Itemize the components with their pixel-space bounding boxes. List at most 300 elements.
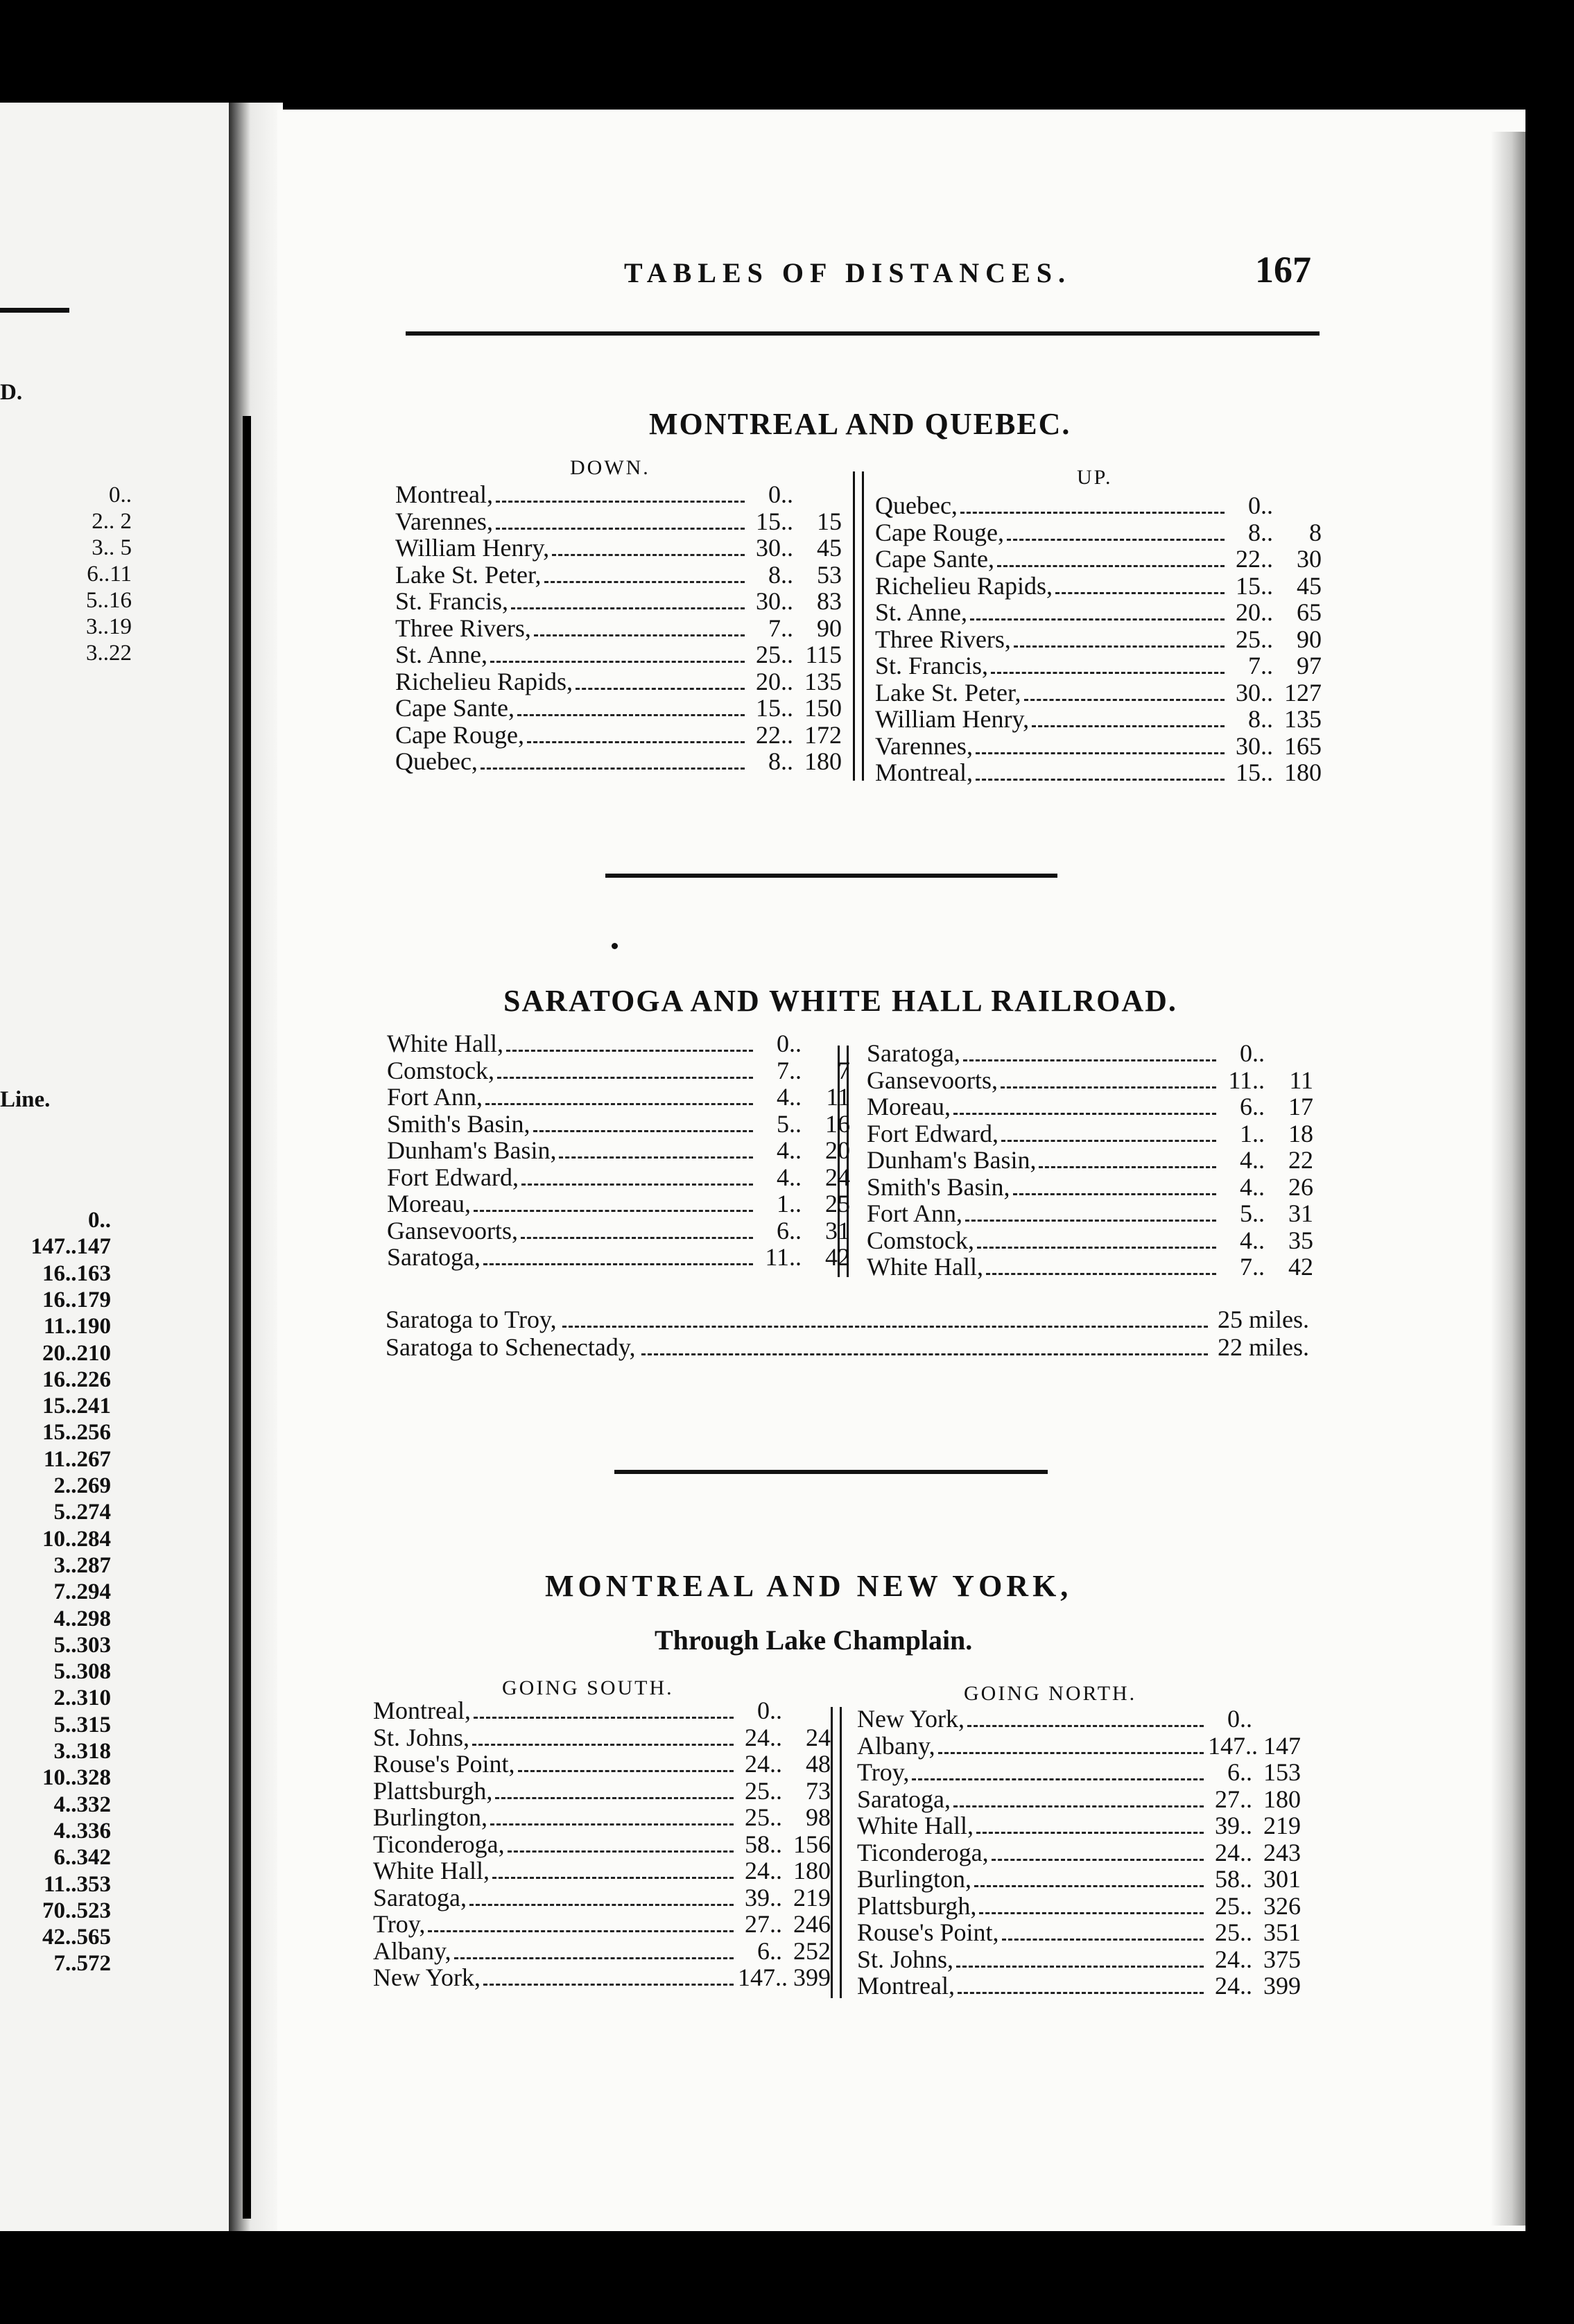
facing-page-distance: 10..284 — [42, 1526, 111, 1552]
segment-distance: 6.. — [757, 1936, 782, 1965]
distance-row — [857, 1866, 1301, 1893]
column-divider — [838, 1046, 849, 1277]
facing-page-distance: 3..318 — [53, 1739, 111, 1764]
segment-distance: 20.. — [756, 667, 793, 695]
distance-table-down — [395, 481, 842, 775]
segment-distance: 8.. — [768, 747, 793, 775]
place-name: Saratoga, — [867, 1039, 960, 1067]
facing-page-distance: 70..523 — [42, 1898, 111, 1923]
distance-row — [875, 573, 1322, 600]
distance-row — [857, 1919, 1301, 1946]
leader-dots — [497, 1077, 753, 1079]
facing-page — [0, 103, 229, 2231]
leader-dots — [496, 501, 745, 503]
segment-distance: 8.. — [1248, 518, 1273, 546]
segment-distance: 27.. — [1215, 1785, 1252, 1813]
segment-distance: 25.. — [1215, 1891, 1252, 1920]
place-name: Montreal, — [857, 1972, 955, 2000]
cumulative-distance: 48 — [806, 1750, 831, 1778]
facing-page-distance: 3.. 5 — [92, 535, 132, 560]
cumulative-distance: 35 — [1288, 1226, 1313, 1254]
cumulative-distance: 156 — [793, 1830, 831, 1858]
segment-distance: 15.. — [756, 507, 793, 535]
segment-distance: 6.. — [1240, 1093, 1265, 1120]
leader-dots — [552, 554, 745, 556]
cumulative-distance: 24 — [825, 1163, 850, 1191]
leader-dots — [518, 1770, 734, 1772]
facing-page-distance: 5..315 — [53, 1712, 111, 1737]
leader-dots — [970, 618, 1225, 621]
segment-distance: 5.. — [777, 1109, 802, 1138]
place-name: St. Johns, — [857, 1945, 954, 1973]
section-title: MONTREAL AND QUEBEC. — [649, 407, 1071, 441]
cumulative-distance: 53 — [817, 560, 842, 589]
distance-row — [867, 1040, 1313, 1067]
segment-distance: 58.. — [745, 1830, 782, 1858]
leader-dots — [521, 1237, 753, 1239]
segment-distance: 25.. — [745, 1776, 782, 1805]
distance-row — [867, 1093, 1313, 1120]
segment-distance: 24.. — [1215, 1945, 1252, 1973]
place-name: Troy, — [857, 1758, 910, 1786]
distance-table-north — [857, 1706, 1301, 2000]
facing-page-distance: 20..210 — [42, 1340, 111, 1366]
segment-distance: 30.. — [756, 534, 793, 562]
distance-row — [857, 1972, 1301, 2000]
leader-dots — [496, 528, 745, 530]
leader-dots — [976, 1832, 1204, 1834]
cumulative-distance: 135 — [1284, 705, 1322, 733]
cumulative-distance: 147 — [1263, 1731, 1301, 1760]
facing-page-distance: 2.. 2 — [92, 509, 132, 534]
distance-row — [373, 1964, 831, 1991]
place-name: Ticonderoga, — [373, 1830, 505, 1858]
leader-dots — [953, 1805, 1204, 1807]
leader-dots — [979, 1912, 1204, 1914]
leader-dots — [511, 607, 745, 609]
facing-page-distance: 6..11 — [87, 562, 132, 587]
place-name: William Henry, — [395, 534, 550, 562]
segment-distance: 4.. — [777, 1083, 802, 1111]
leader-dots — [562, 1326, 1208, 1328]
place-name: Saratoga, — [373, 1883, 467, 1911]
distance-row — [395, 641, 842, 668]
leader-dots — [953, 1113, 1216, 1115]
segment-distance: 58.. — [1215, 1865, 1252, 1893]
place-name: Montreal, — [373, 1697, 471, 1724]
cumulative-distance: 8 — [1309, 518, 1322, 546]
cumulative-distance: 399 — [1263, 1972, 1301, 2000]
segment-distance: 0.. — [768, 480, 793, 508]
segment-distance: 6.. — [777, 1216, 802, 1245]
leader-dots — [533, 1130, 753, 1132]
facing-page-distance: 2..310 — [53, 1685, 111, 1711]
cumulative-distance: 17 — [1288, 1093, 1313, 1120]
place-name: Saratoga, — [857, 1785, 951, 1813]
facing-page-distance: 147..147 — [31, 1234, 111, 1260]
leader-dots — [1001, 1086, 1216, 1089]
facing-page-distance: 11..353 — [43, 1871, 111, 1897]
cumulative-distance: 150 — [804, 694, 842, 722]
distance-table-right — [867, 1040, 1313, 1281]
section-rule — [614, 1470, 1048, 1474]
segment-distance: 24.. — [745, 1750, 782, 1778]
place-name: Richelieu Rapids, — [395, 667, 573, 695]
cumulative-distance: 24 — [806, 1723, 831, 1751]
section-title: SARATOGA AND WHITE HALL RAILROAD. — [503, 984, 1177, 1018]
segment-distance: 24.. — [745, 1857, 782, 1884]
cumulative-distance: 172 — [804, 720, 842, 749]
segment-distance: 147.. — [1208, 1731, 1258, 1760]
column-heading: GOING SOUTH. — [502, 1676, 674, 1699]
distance-row — [857, 1759, 1301, 1786]
segment-distance: 30.. — [1236, 678, 1273, 706]
segment-distance: 8.. — [768, 560, 793, 589]
place-name: Gansevoorts, — [387, 1216, 518, 1245]
leader-dots — [912, 1778, 1204, 1780]
facing-page-distance: 16..179 — [42, 1287, 111, 1312]
section-rule — [605, 874, 1057, 878]
leader-dots — [472, 1744, 734, 1746]
segment-distance: 25.. — [756, 641, 793, 668]
facing-page-heading: D. — [0, 380, 23, 405]
segment-distance: 24.. — [745, 1723, 782, 1751]
leader-dots — [958, 1992, 1204, 1994]
distance-row — [395, 668, 842, 695]
distance-row — [387, 1030, 850, 1057]
segment-distance: 0.. — [1248, 492, 1273, 519]
leader-dots — [454, 1957, 734, 1959]
place-name: Smith's Basin, — [387, 1109, 530, 1138]
segment-distance: 6.. — [1227, 1758, 1252, 1786]
distance-row — [387, 1217, 850, 1245]
place-name: Plattsburgh, — [373, 1776, 493, 1805]
place-name: Burlington, — [857, 1865, 972, 1893]
segment-distance: 0.. — [1227, 1705, 1252, 1733]
facing-page-distance: 3..287 — [53, 1552, 111, 1578]
facing-page-rule — [0, 308, 69, 313]
facing-page-distance: 2..269 — [53, 1473, 111, 1498]
cumulative-distance: 399 — [793, 1963, 831, 1991]
note-miles: 25 miles. — [1218, 1306, 1309, 1333]
distance-row — [373, 1857, 831, 1884]
leader-dots — [495, 1797, 734, 1799]
facing-page-distance: 11..190 — [43, 1314, 111, 1339]
leader-dots — [997, 565, 1225, 567]
leader-dots — [469, 1904, 734, 1906]
place-name: Ticonderoga, — [857, 1838, 989, 1866]
place-name: Fort Edward, — [867, 1119, 998, 1147]
leader-dots — [992, 1859, 1204, 1861]
cumulative-distance: 26 — [1288, 1172, 1313, 1201]
leader-dots — [1032, 725, 1225, 727]
distance-row — [875, 759, 1322, 786]
place-name: White Hall, — [387, 1030, 503, 1057]
cumulative-distance: 180 — [1284, 758, 1322, 786]
segment-distance: 0.. — [757, 1697, 782, 1724]
leader-dots — [428, 1930, 734, 1932]
cumulative-distance: 135 — [804, 667, 842, 695]
segment-distance: 22.. — [1236, 545, 1273, 573]
segment-distance: 5.. — [1240, 1199, 1265, 1227]
facing-page-distance: 7..294 — [53, 1579, 111, 1605]
distance-row — [395, 748, 842, 775]
place-name: St. Francis, — [395, 587, 509, 615]
leader-dots — [976, 779, 1225, 781]
distance-row — [857, 1893, 1301, 1920]
distance-row — [857, 1839, 1301, 1866]
cumulative-distance: 45 — [1297, 571, 1322, 600]
cumulative-distance: 25 — [825, 1190, 850, 1217]
facing-page-distance: 4..336 — [53, 1818, 111, 1844]
distance-table-south — [373, 1697, 831, 1991]
facing-page-distance: 5..274 — [53, 1500, 111, 1525]
cumulative-distance: 11 — [1289, 1066, 1313, 1094]
distance-row — [857, 1706, 1301, 1733]
facing-page-distance: 0.. — [88, 1208, 111, 1233]
place-name: Plattsburgh, — [857, 1891, 977, 1920]
cumulative-distance: 180 — [804, 747, 842, 775]
leader-dots — [1014, 645, 1225, 648]
leader-dots — [517, 714, 745, 716]
place-name: Varennes, — [395, 507, 493, 535]
segment-distance: 39.. — [745, 1883, 782, 1911]
distance-row — [373, 1697, 831, 1724]
leader-dots — [976, 752, 1225, 754]
page-edge — [1491, 132, 1525, 2226]
distance-row — [373, 1938, 831, 1965]
leader-dots — [508, 1850, 734, 1853]
facing-page-distance: 3..19 — [86, 614, 132, 639]
place-name: Smith's Basin, — [867, 1172, 1010, 1201]
cumulative-distance: 31 — [1288, 1199, 1313, 1227]
cumulative-distance: 153 — [1263, 1758, 1301, 1786]
cumulative-distance: 20 — [825, 1136, 850, 1164]
cumulative-distance: 243 — [1263, 1838, 1301, 1866]
cumulative-distance: 115 — [805, 641, 842, 668]
place-name: Richelieu Rapids, — [875, 571, 1053, 600]
leader-dots — [1002, 1939, 1204, 1941]
facing-page-distance: 16..226 — [42, 1367, 111, 1392]
place-name: Cape Rouge, — [395, 720, 524, 749]
cumulative-distance: 90 — [1297, 625, 1322, 653]
distance-row — [373, 1911, 831, 1938]
segment-distance: 7.. — [1240, 1253, 1265, 1281]
cumulative-distance: 31 — [825, 1216, 850, 1245]
segment-distance: 1.. — [1240, 1119, 1265, 1147]
cumulative-distance: 42 — [825, 1243, 850, 1271]
distance-row — [373, 1751, 831, 1778]
distance-row — [875, 706, 1322, 733]
cumulative-distance: 127 — [1284, 678, 1322, 706]
place-name: St. Anne, — [395, 641, 488, 668]
column-heading: UP. — [1077, 466, 1113, 489]
book-spine — [243, 416, 251, 2219]
segment-distance: 24.. — [1215, 1838, 1252, 1866]
distance-row — [395, 722, 842, 749]
leader-dots — [960, 512, 1225, 514]
note-route: Saratoga to Troy, — [386, 1306, 557, 1333]
place-name: Albany, — [373, 1936, 451, 1965]
segment-distance: 4.. — [1240, 1172, 1265, 1201]
distance-row — [395, 562, 842, 589]
place-name: Quebec, — [395, 747, 478, 775]
segment-distance: 24.. — [1215, 1972, 1252, 2000]
segment-distance: 1.. — [777, 1190, 802, 1217]
facing-page-distance: 7..572 — [53, 1951, 111, 1977]
distance-row — [395, 615, 842, 642]
leader-dots — [490, 1823, 734, 1826]
header-rule — [406, 331, 1320, 336]
place-name: Cape Sante, — [395, 694, 514, 722]
leader-dots — [506, 1050, 753, 1052]
leader-dots — [576, 688, 745, 690]
cumulative-distance: 219 — [793, 1883, 831, 1911]
distance-row — [395, 508, 842, 535]
distance-row — [857, 1812, 1301, 1839]
place-name: William Henry, — [875, 705, 1030, 733]
distance-row — [875, 546, 1322, 573]
segment-distance: 0.. — [777, 1030, 802, 1057]
leader-dots — [492, 1877, 734, 1879]
leader-dots — [559, 1156, 753, 1159]
facing-page-distance: 16..163 — [42, 1260, 111, 1286]
cumulative-distance: 42 — [1288, 1253, 1313, 1281]
facing-page-distance: 15..256 — [42, 1420, 111, 1446]
distance-row — [395, 481, 842, 508]
page-number: 167 — [1255, 249, 1311, 290]
facing-page-distance: 4..332 — [53, 1792, 111, 1817]
place-name: Quebec, — [875, 492, 958, 519]
distance-row — [875, 492, 1322, 519]
leader-dots — [483, 1984, 734, 1986]
distance-row — [857, 1946, 1301, 1973]
distance-row — [867, 1174, 1313, 1201]
distance-row — [867, 1147, 1313, 1174]
leader-dots — [490, 661, 745, 663]
distance-row — [395, 695, 842, 722]
segment-distance: 15.. — [756, 694, 793, 722]
leader-dots — [991, 672, 1225, 674]
place-name: Fort Ann, — [867, 1199, 963, 1227]
distance-row — [875, 652, 1322, 679]
column-divider — [831, 1707, 842, 1998]
place-name: Varennes, — [875, 731, 973, 760]
place-name: White Hall, — [373, 1857, 490, 1884]
place-name: Fort Ann, — [387, 1083, 483, 1111]
cumulative-distance: 98 — [806, 1803, 831, 1831]
place-name: St. Francis, — [875, 652, 989, 679]
book-gutter — [229, 103, 283, 2231]
segment-distance: 39.. — [1215, 1812, 1252, 1839]
distance-table-up — [875, 492, 1322, 786]
place-name: St. Johns, — [373, 1723, 470, 1751]
distance-row — [875, 626, 1322, 653]
facing-page-distance: 0.. — [109, 483, 132, 508]
place-name: Cape Sante, — [875, 545, 994, 573]
distance-row — [373, 1884, 831, 1911]
place-name: Dunham's Basin, — [867, 1146, 1037, 1174]
leader-dots — [481, 768, 745, 770]
leader-dots — [1001, 1140, 1216, 1142]
cumulative-distance: 22 — [1288, 1146, 1313, 1174]
cumulative-distance: 16 — [825, 1109, 850, 1138]
column-divider — [853, 471, 864, 781]
leader-dots — [1024, 699, 1225, 701]
facing-page-distance: 5..16 — [86, 588, 132, 613]
facing-page-distance: 15..241 — [42, 1394, 111, 1419]
segment-distance: 25.. — [1236, 625, 1273, 653]
note-miles: 22 miles. — [1218, 1333, 1309, 1361]
leader-dots — [967, 1725, 1204, 1727]
distance-row — [875, 679, 1322, 706]
facing-page-heading: Line. — [0, 1087, 51, 1112]
cumulative-distance: 15 — [817, 507, 842, 535]
leader-dots — [1007, 539, 1225, 541]
leader-dots — [1055, 592, 1225, 594]
place-name: Montreal, — [395, 480, 493, 508]
segment-distance: 25.. — [1215, 1918, 1252, 1946]
note-route: Saratoga to Schenectady, — [386, 1333, 636, 1361]
leader-dots — [974, 1885, 1204, 1887]
leader-dots — [483, 1263, 753, 1265]
distance-row — [867, 1120, 1313, 1147]
place-name: Albany, — [857, 1731, 935, 1760]
segment-distance: 11.. — [765, 1243, 802, 1271]
facing-page-distance: 4..298 — [53, 1606, 111, 1631]
leader-dots — [521, 1183, 753, 1186]
section-subtitle: Through Lake Champlain. — [655, 1624, 973, 1656]
leader-dots — [986, 1273, 1216, 1275]
cumulative-distance: 73 — [806, 1776, 831, 1805]
distance-row — [857, 1786, 1301, 1813]
place-name: White Hall, — [857, 1812, 974, 1839]
cumulative-distance: 97 — [1297, 652, 1322, 679]
place-name: Troy, — [373, 1910, 426, 1938]
place-name: Rouse's Point, — [373, 1750, 515, 1778]
distance-row — [373, 1778, 831, 1805]
segment-distance: 15.. — [1236, 758, 1273, 786]
place-name: Three Rivers, — [395, 614, 531, 642]
segment-distance: 30.. — [1236, 731, 1273, 760]
segment-distance: 4.. — [1240, 1146, 1265, 1174]
distance-row — [867, 1227, 1313, 1254]
leader-dots — [1013, 1193, 1216, 1195]
segment-distance: 11.. — [1228, 1066, 1265, 1094]
facing-page-distance: 42..565 — [42, 1925, 111, 1950]
leader-dots — [534, 634, 745, 636]
place-name: White Hall, — [867, 1253, 983, 1281]
distance-row — [373, 1831, 831, 1858]
cumulative-distance: 301 — [1263, 1865, 1301, 1893]
segment-distance: 0.. — [1240, 1039, 1265, 1067]
place-name: Moreau, — [387, 1190, 471, 1217]
segment-distance: 22.. — [756, 720, 793, 749]
distance-row — [867, 1254, 1313, 1281]
place-name: Lake St. Peter, — [875, 678, 1021, 706]
distance-row — [867, 1200, 1313, 1227]
segment-distance: 7.. — [777, 1056, 802, 1084]
distance-row — [875, 733, 1322, 760]
distance-row — [387, 1111, 850, 1138]
place-name: Burlington, — [373, 1803, 488, 1831]
facing-page-distance: 11..267 — [43, 1446, 111, 1472]
place-name: Comstock, — [867, 1226, 975, 1254]
leader-dots — [956, 1966, 1204, 1968]
cumulative-distance: 18 — [1288, 1119, 1313, 1147]
segment-distance: 147.. — [738, 1963, 788, 1991]
leader-dots — [641, 1353, 1208, 1355]
